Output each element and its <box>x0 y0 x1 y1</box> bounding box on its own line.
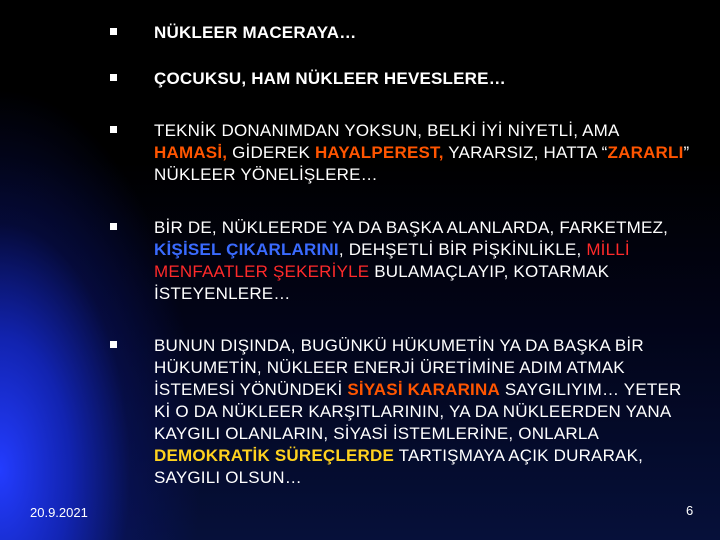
bullet-square-icon <box>110 223 118 231</box>
text-run: TEKNİK DONANIMDAN YOKSUN, BELKİ İYİ NİYETLİ, AMA <box>154 121 619 140</box>
text-run-yellow-highlight: DEMOKRATİK SÜREÇLERDE <box>154 446 395 465</box>
text-run: SAYGILIYIM… YETER Kİ O DA NÜKLEER KARŞITLARININ, YA DA NÜKLEERDEN YANA KAYGILI OLANLARIN, SİYASİ İSTEMLERİNE, ONLARLA <box>154 380 682 443</box>
text-run: BUNUN DIŞINDA, BUGÜNKÜ HÜKUMETİN YA DA BAŞKA BİR HÜKUMETİN, NÜKLEER ENERJİ ÜRETİMİNE ADIM ATMAK İSTEMESİ YÖNÜNDEKİ <box>154 336 644 399</box>
bullet-text-4 <box>154 217 694 305</box>
text-run: GİDEREK <box>227 143 315 162</box>
text-run: BİR DE, NÜKLEERDE YA DA BAŞKA ALANLARDA, FARKETMEZ, <box>154 218 669 237</box>
text-run-orange-highlight: SİYASİ KARARINA <box>347 380 500 399</box>
text-run: ÇOCUKSU, HAM NÜKLEER HEVESLERE… <box>154 69 506 88</box>
footer-date: 20.9.2021 <box>30 505 88 520</box>
text-run: YARARSIZ, HATTA “ <box>443 143 608 162</box>
text-run-blue-highlight: KİŞİSEL ÇIKARLARINI <box>154 240 339 259</box>
bullet-text-5 <box>154 335 694 489</box>
bullet-text-2 <box>154 68 694 90</box>
text-run-orange-highlight: HAYALPEREST, <box>314 143 444 162</box>
text-run-orange-highlight: HAMASİ, <box>154 143 228 162</box>
text-run: BULAMAÇLAYIP, KOTARMAK İSTEYENLERE… <box>154 262 610 303</box>
text-run: TARTIŞMAYA AÇIK DURARAK, SAYGILI OLSUN… <box>154 446 644 487</box>
text-run: NÜKLEER MACERAYA… <box>154 23 357 42</box>
text-run: ” NÜKLEER YÖNELİŞLERE… <box>154 143 690 184</box>
text-run-orange-highlight: ZARARLI <box>607 143 684 162</box>
bullet-square-icon <box>110 28 118 36</box>
bullet-square-icon <box>110 126 118 134</box>
bullet-text-1 <box>154 22 694 44</box>
bullet-square-icon <box>110 74 118 82</box>
text-run-red-highlight: MİLLİ MENFAATLER ŞEKERİYLE <box>154 240 630 281</box>
bullet-square-icon <box>110 341 118 349</box>
bullet-text-3 <box>154 120 694 186</box>
text-run: , DEHŞETLİ BİR PİŞKİNLİKLE, <box>338 240 587 259</box>
page-number: 6 <box>686 503 694 518</box>
